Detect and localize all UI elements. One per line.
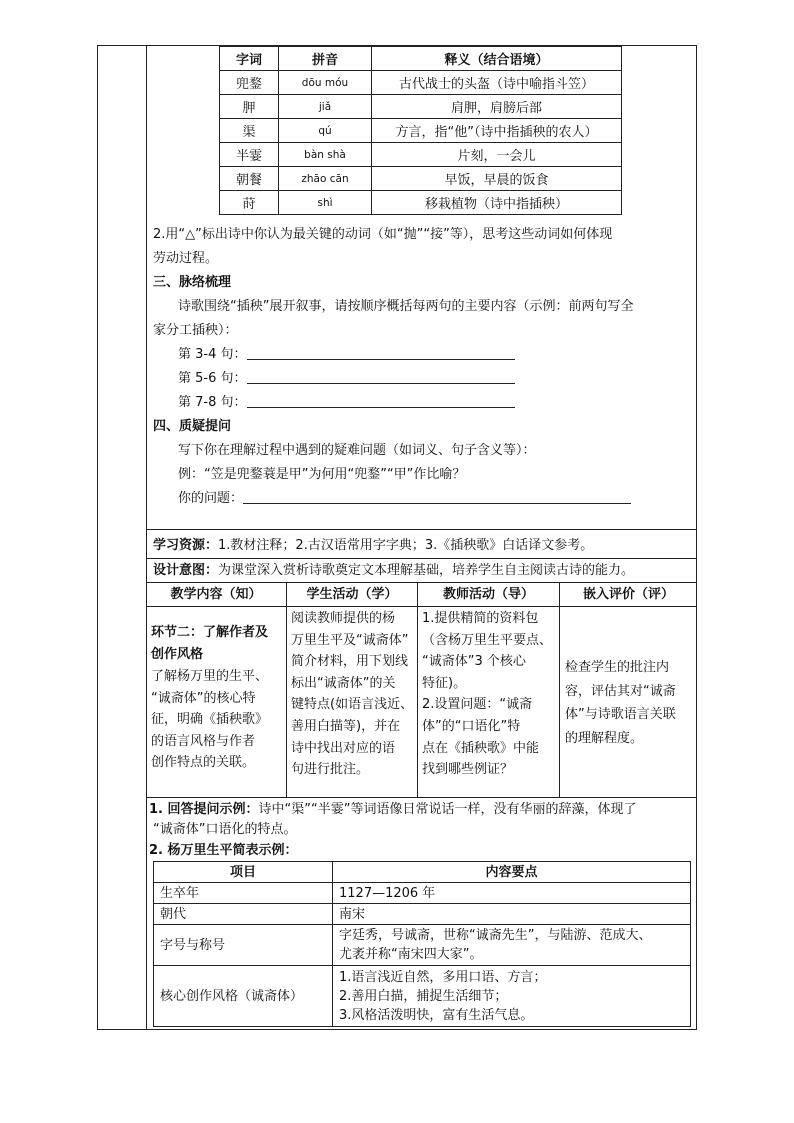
bio-item: 生卒年 [154, 883, 333, 904]
outline-item-label: 第 5-6 句： [178, 371, 247, 386]
column-divider [559, 582, 560, 797]
vocab-word: 兜鍪 [220, 71, 279, 95]
bio-label: 2. 杨万里生平简表示例： [149, 843, 298, 858]
outline-item [178, 343, 515, 367]
bio-item: 朝代 [154, 904, 333, 925]
column-divider [417, 582, 418, 797]
vocab-pinyin: zhāo cān [279, 167, 372, 191]
student-line: 键特点(如语言浅近、 [291, 697, 414, 713]
student-line: 简介材料，用下划线 [291, 654, 409, 670]
vocab-row [220, 167, 622, 191]
activity-header-teacher: 教师活动（导） [442, 587, 534, 602]
vocab-row [220, 191, 622, 215]
student-activity [291, 608, 417, 781]
student-line: 诗中找出对应的语 [291, 740, 396, 756]
outline-item [178, 367, 515, 391]
vocab-meaning: 早饭，早晨的饭食 [372, 167, 622, 191]
intent-label: 设计意图： [153, 563, 219, 578]
section4-intro: 写下你在理解过程中遇到的疑难问题（如词义、句子含义等）： [178, 443, 536, 458]
bio-header-row [154, 862, 691, 883]
activity-header-content: 教学内容（知） [170, 587, 262, 602]
vocab-row [220, 119, 622, 143]
bio-item: 核心创作风格（诚斋体） [154, 966, 333, 1027]
bio-header-content: 内容要点 [333, 862, 691, 883]
section4-example: 例：“笠是兜鍪蓑是甲”为何用“兜鍪”“甲”作比喻？ [178, 467, 466, 482]
bio-row [154, 883, 691, 904]
outline-item [178, 391, 515, 415]
bio-content-line: 1.语言浅近自然，多用口语、方言； [339, 969, 547, 985]
vocab-table [219, 46, 622, 215]
vocab-pinyin: qú [279, 119, 372, 143]
activity-header-student: 学生活动（学） [306, 587, 398, 602]
vocab-pinyin: jiǎ [279, 95, 372, 119]
vocab-meaning: 方言，指“他”（诗中指插秧的农人） [372, 119, 622, 143]
vocab-pinyin: bàn shà [279, 143, 372, 167]
vocab-meaning: 移栽植物（诗中指插秧） [372, 191, 622, 215]
vocab-header-pinyin: 拼音 [279, 47, 372, 71]
resources-line [153, 534, 593, 558]
student-line: 善用白描等)，并在 [291, 718, 401, 734]
bio-content-line: 3.风格活泼明快，富有生活气息。 [339, 1007, 534, 1023]
answer-blank[interactable] [247, 393, 515, 408]
section3-intro-line1: 诗歌围绕“插秧”展开叙事，请按顺序概括每两句的主要内容（示例：前两句写全 [178, 299, 634, 314]
teacher-line: “诚斋体”3 个核心 [422, 654, 526, 670]
bio-table [153, 861, 691, 1027]
vocab-meaning: 片刻，一会儿 [372, 143, 622, 167]
bio-item: 字号与称号 [154, 925, 333, 966]
teacher-line: 找到哪些例证？ [422, 762, 514, 778]
intent-line [153, 559, 634, 583]
task2-line2: 劳动过程。 [153, 251, 219, 266]
margin-column-divider [146, 45, 147, 1030]
teacher-line: 点在《插秧歌》中能 [422, 740, 540, 756]
vocab-word: 渠 [220, 119, 279, 143]
vocab-meaning: 肩胛，肩膀后部 [372, 95, 622, 119]
column-divider [286, 582, 287, 797]
section3-intro-line2: 家分工插秧）： [153, 323, 238, 338]
vocab-word: 朝餐 [220, 167, 279, 191]
question-line [178, 487, 631, 511]
divider [146, 529, 697, 530]
divider [146, 582, 697, 583]
answer-line2: “诚斋体”口语化的特点。 [153, 822, 297, 837]
activity-header-eval: 嵌入评价（评） [582, 587, 674, 602]
vocab-pinyin: shì [279, 191, 372, 215]
bio-content [333, 966, 691, 1027]
vocab-header-word: 字词 [220, 47, 279, 71]
vocab-header-meaning: 释义（结合语境） [372, 47, 622, 71]
evaluation [565, 656, 695, 750]
content-line: 的语言风格与作者 [151, 733, 256, 749]
bio-content: 1127—1206 年 [333, 883, 691, 904]
resources-text: 1.教材注释；2.古汉语常用字字典；3.《插秧歌》白话译文参考。 [218, 538, 594, 553]
student-line: 标出“诚斋体”的关 [291, 675, 396, 691]
content-title [151, 622, 285, 666]
answer-blank[interactable] [247, 369, 515, 384]
vocab-word: 半霎 [220, 143, 279, 167]
content-title-line: 环节二：了解作者及 [151, 625, 269, 640]
teacher-line: 1.提供精简的资料包 [422, 611, 539, 626]
teacher-activity [422, 608, 559, 781]
content-description [151, 666, 285, 774]
vocab-word: 莳 [220, 191, 279, 215]
vocab-meaning: 古代战士的头盔（诗中喻指斗笠） [372, 71, 622, 95]
student-line: 阅读教师提供的杨 [291, 611, 396, 626]
teacher-line: 特征)。 [422, 675, 467, 691]
intent-text: 为课堂深入赏析诗歌奠定文本理解基础，培养学生自主阅读古诗的能力。 [218, 563, 635, 578]
student-line: 万里生平及“诚斋体” [291, 632, 409, 648]
eval-line: 体”与诗歌语言关联 [565, 707, 676, 722]
question-label: 你的问题： [178, 491, 244, 506]
bio-content-line: 尤袤并称“南宋四大家”。 [339, 947, 483, 962]
content-line: 征，明确《插秧歌》 [151, 712, 269, 727]
student-line: 句进行批注。 [291, 762, 370, 778]
bio-header-item: 项目 [154, 862, 333, 883]
bio-content-line: 字廷秀，号诚斋，世称“诚斋先生”，与陆游、范成大、 [339, 928, 652, 943]
vocab-header-row [220, 47, 622, 71]
answer-blank[interactable] [247, 345, 515, 360]
vocab-row [220, 95, 622, 119]
bio-row [154, 925, 691, 966]
vocab-pinyin: dōu móu [279, 71, 372, 95]
divider [146, 606, 697, 607]
content-title-line: 创作风格 [151, 647, 204, 662]
question-blank[interactable] [243, 489, 631, 504]
teacher-line: 2.设置问题：“诚斋 [422, 697, 533, 713]
eval-line: 的理解程度。 [565, 730, 644, 746]
bio-content [333, 925, 691, 966]
outline-item-label: 第 7-8 句： [178, 395, 247, 410]
eval-line: 容，评估其对“诚斋 [565, 683, 676, 699]
content-line: 了解杨万里的生平、 [151, 669, 269, 684]
teacher-line: 体”的“口语化”特 [422, 718, 521, 734]
bio-row [154, 966, 691, 1027]
section3-title: 三、脉络梳理 [153, 275, 232, 290]
eval-line: 检查学生的批注内 [565, 660, 670, 675]
task2-line1: 2.用“△”标出诗中你认为最关键的动词（如“抛”“接”等），思考这些动词如何体现 [153, 227, 613, 242]
content-line: 创作特点的关联。 [151, 755, 256, 770]
vocab-row [220, 143, 622, 167]
answer-text: 诗中“渠”“半霎”等词语像日常说话一样，没有华丽的辞藻，体现了 [258, 802, 637, 817]
section4-title: 四、质疑提问 [153, 419, 232, 434]
bio-row [154, 904, 691, 925]
outline-item-label: 第 3-4 句： [178, 347, 247, 362]
content-line: “诚斋体”的核心特 [151, 690, 256, 706]
bio-content: 南宋 [333, 904, 691, 925]
answer-label: 1. 回答提问示例： [149, 802, 259, 817]
resources-label: 学习资源： [153, 538, 219, 553]
teacher-line: （含杨万里生平要点、 [422, 632, 553, 648]
bio-content-line: 2.善用白描，捕捉生活细节； [339, 988, 508, 1004]
vocab-word: 胛 [220, 95, 279, 119]
vocab-row [220, 71, 622, 95]
